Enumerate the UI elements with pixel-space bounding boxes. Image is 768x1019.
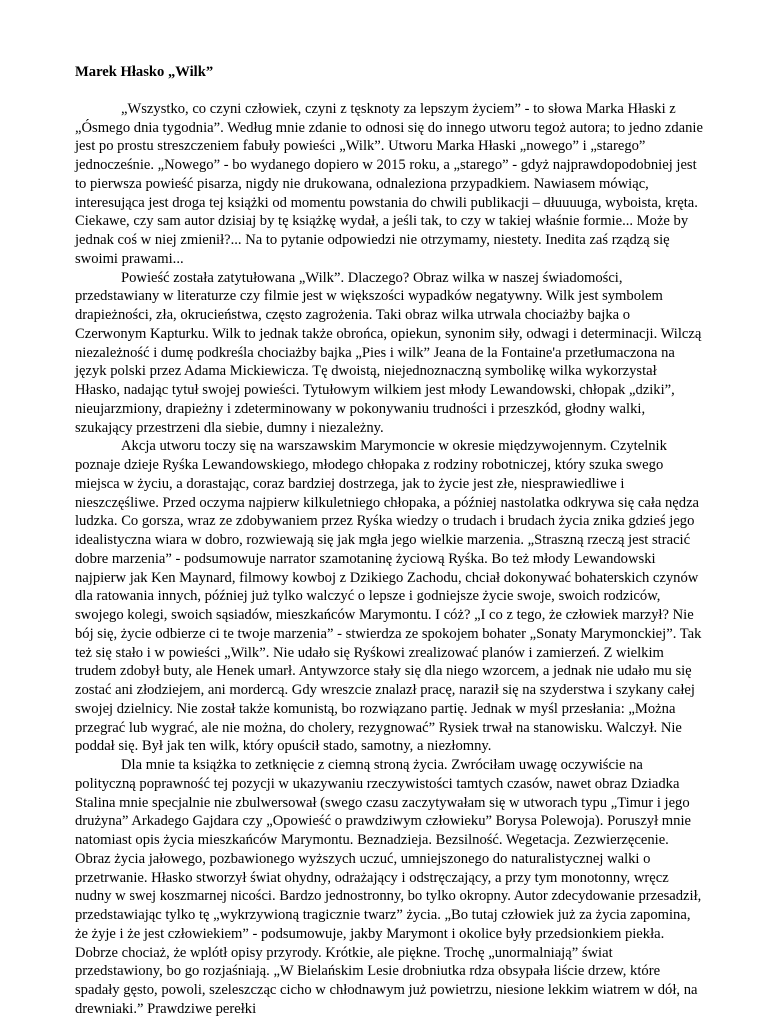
paragraph-2: Powieść została zatytułowana „Wilk”. Dlaczego? Obraz wilka w naszej świadomości, przedstawiany w literaturze czy filmie jest w większości wypadków negatywny. Wilk jest symbolem drapieżności, zła, okrucieństwa, często zagrożenia. Taki obraz wilka utrwala chociażby bajka o Czerwonym Kapturku. Wilk to jednak także obrońca, opiekun, synonim siły, odwagi i determinacji. Wilczą niezależność i dumę podkreśla chociażby bajka „Pies i wilk” Jeana de la Fontaine'a przetłumaczona na język polski przez Adama Mickiewicza. Tę dwoistą, niejednoznaczną symbolikę wilka wykorzystał Hłasko, nadając tytuł swojej powieści. Tytułowym wilkiem jest młody Lewandowski, chłopak „dziki”, nieujarzmiony, drapieżny i zdeterminowany w pokonywaniu trudności i przeszkód, głodny walki, szukający przestrzeni dla siebie, dumny i niezależny. [75,269,702,436]
document-title: Marek Hłasko „Wilk” [75,64,214,80]
paragraph-3: Akcja utworu toczy się na warszawskim Marymoncie w okresie międzywojennym. Czytelnik poznaje dzieje Ryśka Lewandowskiego, młodego chłopaka z rodziny robotniczej, który szuka swego miejsca w życiu, a dorastając, coraz bardziej dostrzega, jak to życie jest złe, niesprawiedliwe i nieszczęśliwe. Przed oczyma najpierw kilkuletniego chłopaka, a później nastolatka odkrywa się cała nędza ludzka. Co gorsza, wraz ze zdobywaniem przez Ryśka wiedzy o trudach i brudach życia znika gdzieś jego idealistyczna wiara w dobro, rozwiewają się jak mgła jego wielkie marzenia. „Straszną rzeczą jest stracić dobre marzenia” - podsumowuje narrator szamotaninę życiową Ryśka. Bo też młody Lewandowski najpierw jak Ken Maynard, filmowy kowboj z Dzikiego Zachodu, chciał dokonywać bohaterskich czynów dla ratowania innych, później już tylko walczyć o lepsze i godniejsze życie swoje, swoich rodziców, swojego kolegi, swoich sąsiadów, mieszkańców Marymontu. I cóż? „I co z tego, że człowiek marzył? Nie bój się, życie odbierze ci te twoje marzenia” - stwierdza ze spokojem bohater „Sonaty Marymonckiej”. Tak też się stało i w powieści „Wilk”. Nie udało się Ryśkowi zrealizować planów i zamierzeń. Z wielkim trudem zdobył buty, ale Henek umarł. Antywzorce stały się dla niego wzorcem, a jednak nie udało mu się zostać ani złodziejem, ani mordercą. Gdy wreszcie znalazł pracę, naraził się na szyderstwa i szykany całej swojej dzielnicy. Nie został także komunistą, bo rozwiązano partię. Jednak w myśl przesłania: „Można przegrać lub wygrać, ale nie można, do cholery, rezygnować” Rysiek trwał na stanowisku. Walczył. Nie poddał się. Był jak ten wilk, który opuścił stado, samotny, a niezłomny. [75,438,702,755]
document-page [75,63,703,1019]
paragraph-1: „Wszystko, co czyni człowiek, czyni z tęsknoty za lepszym życiem” - to słowa Marka Hłaski z „Ósmego dnia tygodnia”. Według mnie zdanie to odnosi się do innego utworu tegoż autora; to jedno zdanie jest po prostu streszczeniem fabuły powieści „Wilk”. Utworu Marka Hłaski „nowego” i „starego” jednocześnie. „Nowego” - bo wydanego dopiero w 2015 roku, a „starego” - gdyż najprawdopodobniej jest to pierwsza powieść pisarza, nigdy nie drukowana, odnaleziona przypadkiem. Nawiasem mówiąc, interesująca jest droga tej książki od momentu powstania do chwili publikacji – dłuuuuga, wyboista, kręta. Ciekawe, czy sam autor dzisiaj by tę książkę wydał, a jeśli tak, to czy w takiej właśnie formie... Może by jednak coś w niej zmienił?... Na to pytanie odpowiedzi nie otrzymamy, niestety. Inedita zaś rządzą się swoimi prawami... [75,100,703,267]
paragraph-4: Dla mnie ta książka to zetknięcie z ciemną stroną życia. Zwróciłam uwagę oczywiście na polityczną poprawność tej pozycji w ukazywaniu rzeczywistości tamtych czasów, nawet obraz Dziadka Stalina mnie specjalnie nie zbulwersował (swego czasu zaczytywałam się w utworach typu „Timur i jego drużyna” Arkadego Gajdara czy „Opowieść o prawdziwym człowieku” Borysa Polewoja). Poruszył mnie natomiast opis życia mieszkańców Marymontu. Beznadzieja. Bezsilność. Wegetacja. Zezwierzęcenie. Obraz życia jałowego, pozbawionego wyższych uczuć, umniejszonego do naturalistycznej walki o przetrwanie. Hłasko stworzył świat ohydny, odrażający i odstręczający, a przy tym monotonny, wręcz nudny w swej koszmarnej nicości. Bardzo jednostronny, bo tylko okropny. Autor zdecydowanie przesadził, przedstawiając tylko tę „wykrzywioną tragicznie twarz” życia. „Bo tutaj człowiek już za życia zapomina, że żyje i że jest człowiekiem” - podsumowuje, jakby Marymont i okolice były przedsionkiem piekła. Dobrze chociaż, że wplótł opisy przyrody. Krótkie, ale piękne. Trochę „unormalniają” świat przedstawiony, bo go rozjaśniają. „W Bielańskim Lesie drobniutka rdza obsypała liście drzew, które spadały gęsto, powoli, szeleszcząc cicho w chłodnawym już powietrzu, niesione lekkim wiatrem w dół, na drewniaki.” Prawdziwe perełki [75,757,702,1017]
